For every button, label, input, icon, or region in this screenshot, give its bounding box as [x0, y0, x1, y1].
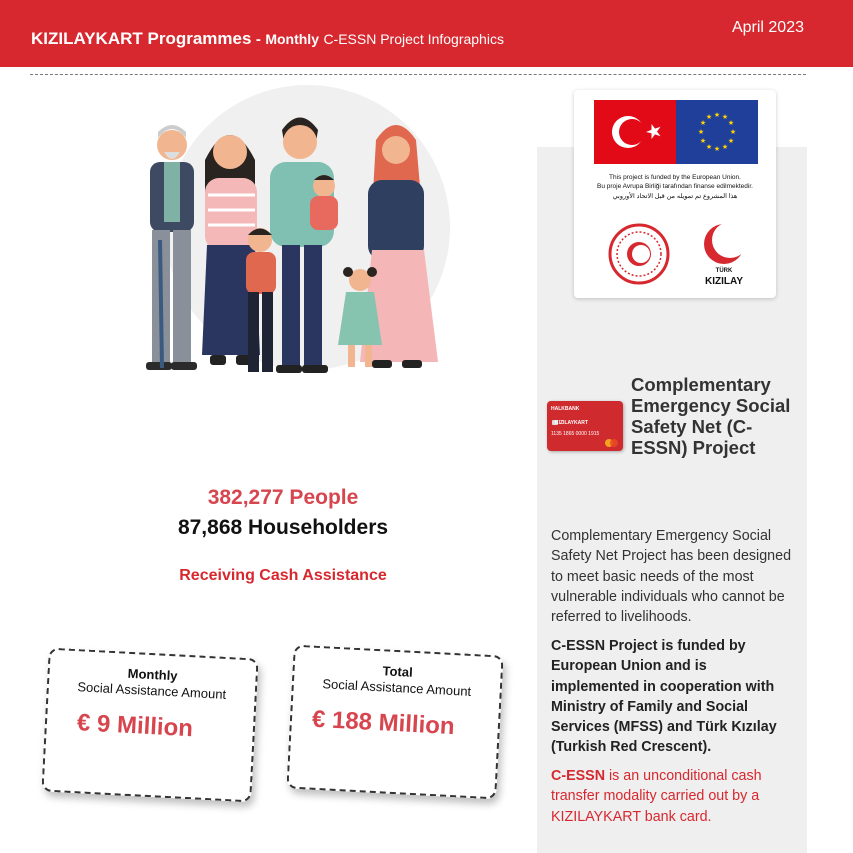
- modality-acronym: C-ESSN: [551, 768, 606, 784]
- project-funding: C-ESSN Project is funded by European Union and is implemented in cooperation with Ministry of Family and Social Services (MFSS) and Türk Kızılay (Turkish Red Crescent).: [551, 638, 777, 756]
- svg-text:★: ★: [713, 111, 721, 119]
- funded-text-en: This project is funded by the European Union.: [609, 174, 741, 181]
- title-separator: -: [255, 31, 261, 48]
- card-subtitle: Social Assistance Amount: [77, 679, 227, 702]
- svg-text:★: ★: [721, 113, 729, 121]
- report-date: April 2023: [731, 19, 804, 36]
- funding-logos: [574, 90, 776, 298]
- eu-flag-icon: [676, 100, 758, 164]
- bank-name: HALKBANK: [551, 406, 580, 412]
- family-illustration: [110, 100, 470, 390]
- svg-text:★: ★: [697, 128, 705, 136]
- mfss-logo-icon: [608, 223, 670, 285]
- svg-text:★: ★: [713, 145, 721, 153]
- svg-text:★: ★: [705, 143, 713, 151]
- svg-text:★: ★: [699, 119, 707, 127]
- kizilay-turk-label: TÜRK: [715, 268, 733, 274]
- header-bar: [0, 0, 853, 67]
- card-brand: KIZILAYKART: [555, 420, 588, 426]
- card-title: Total: [382, 663, 414, 680]
- svg-text:★: ★: [699, 137, 707, 145]
- grandfather-figure: [146, 125, 197, 370]
- card-amount: € 188 Million: [311, 705, 456, 741]
- householders-count: 87,868 Householders: [177, 516, 389, 539]
- project-modality: [551, 766, 796, 827]
- project-description: Complementary Emergency Social Safety Net Project has been designed to meet basic needs of the most vulnerable individuals who cannot be referred to livelihoods.: [551, 528, 792, 626]
- baby-figure: [310, 175, 338, 230]
- programme-title: KIZILAYKART Programmes: [31, 29, 252, 48]
- monthly-amount-card: [41, 648, 258, 803]
- kizilaykart-bank-card: [547, 401, 623, 451]
- svg-text:★: ★: [727, 137, 735, 145]
- dashed-divider: [30, 74, 806, 75]
- period-label: Monthly: [265, 31, 319, 47]
- funded-text-tr: Bu proje Avrupa Birliği tarafından finanse edilmektedir.: [597, 183, 753, 190]
- card-title: Monthly: [127, 665, 178, 684]
- card-subtitle: Social Assistance Amount: [322, 676, 472, 699]
- svg-text:★: ★: [729, 128, 737, 136]
- header-title: [31, 29, 504, 49]
- people-count: 382,277 People: [207, 486, 359, 509]
- turkey-flag-icon: [594, 100, 676, 164]
- total-amount-card: [286, 645, 503, 800]
- infographic-subtitle: C-ESSN Project Infographics: [323, 31, 504, 47]
- modality-text: is an unconditional cash transfer modality carried out by a KIZILAYKART bank card.: [551, 768, 762, 825]
- father-figure: [270, 118, 334, 374]
- funded-text-ar: هذا المشروع تم تمويله من قبل الاتحاد الأوروبي: [612, 193, 738, 200]
- svg-text:★: ★: [727, 119, 735, 127]
- card-number: 1135 1865 0000 1915: [551, 431, 600, 437]
- card-amount: € 9 Million: [76, 709, 194, 743]
- project-title: Complementary Emergency Social Safety Net (C-ESSN) Project: [631, 374, 791, 458]
- svg-text:★: ★: [721, 143, 729, 151]
- receiving-label: Receiving Cash Assistance: [179, 567, 387, 584]
- svg-text:★: ★: [705, 113, 713, 121]
- kizilay-name-label: KIZILAY: [705, 276, 743, 287]
